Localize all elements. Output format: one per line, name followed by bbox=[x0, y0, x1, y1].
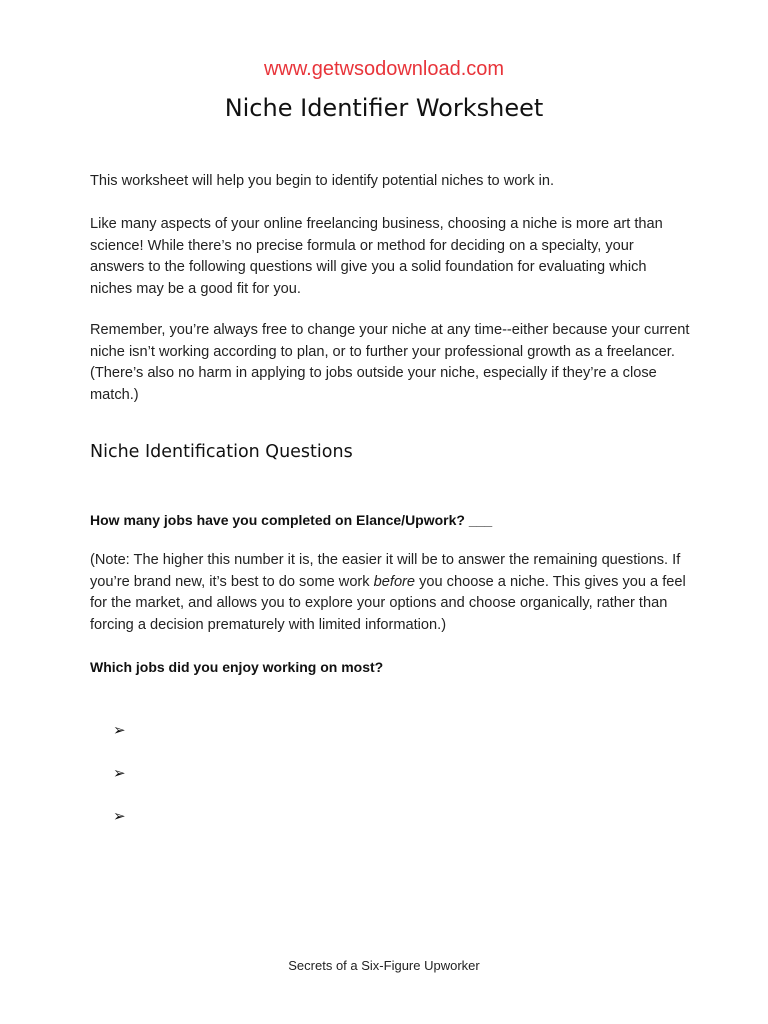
question-enjoyed-jobs: Which jobs did you enjoy working on most? bbox=[90, 659, 384, 675]
intro-paragraph-1: This worksheet will help you begin to identify potential niches to work in. bbox=[90, 173, 554, 189]
arrow-bullet-icon: ➢ bbox=[113, 721, 126, 739]
arrow-bullet-icon: ➢ bbox=[113, 807, 126, 825]
website-url: www.getwsodownload.com bbox=[263, 58, 505, 80]
intro-paragraph-2: Like many aspects of your online freelancing business, choosing a niche is more art than science! While there’s no precise formula or method for deciding on a specialty, your answers to the following questions will give you a solid foundation for evaluating which niches may be a good fit for you. bbox=[90, 216, 663, 297]
note-text-after: you choose a niche. This gives you a feel for the market, and allows you to explore your options and choose organically, rather than forcing a decision prematurely with limited information.) bbox=[90, 573, 686, 633]
note-emphasis: before bbox=[373, 573, 416, 590]
arrow-bullet-icon: ➢ bbox=[113, 764, 126, 782]
page-title: Niche Identifier Worksheet bbox=[224, 94, 544, 122]
page-footer: Secrets of a Six-Figure Upworker bbox=[288, 958, 480, 973]
note-paragraph bbox=[90, 550, 690, 636]
intro-paragraph-3: Remember, you’re always free to change your niche at any time--either because your current niche isn’t working according to plan, or to further your professional growth as a freelancer. (There’s also no harm in applying to jobs outside your niche, especially if they’re a close match.) bbox=[90, 322, 690, 403]
note-text-before: (Note: The higher this number it is, the easier it will be to answer the remaining questions. If you’re brand new, it’s best to do some work bbox=[90, 552, 681, 590]
section-heading: Niche Identification Questions bbox=[90, 442, 353, 462]
question-jobs-completed: How many jobs have you completed on Elance/Upwork? ___ bbox=[90, 512, 493, 528]
